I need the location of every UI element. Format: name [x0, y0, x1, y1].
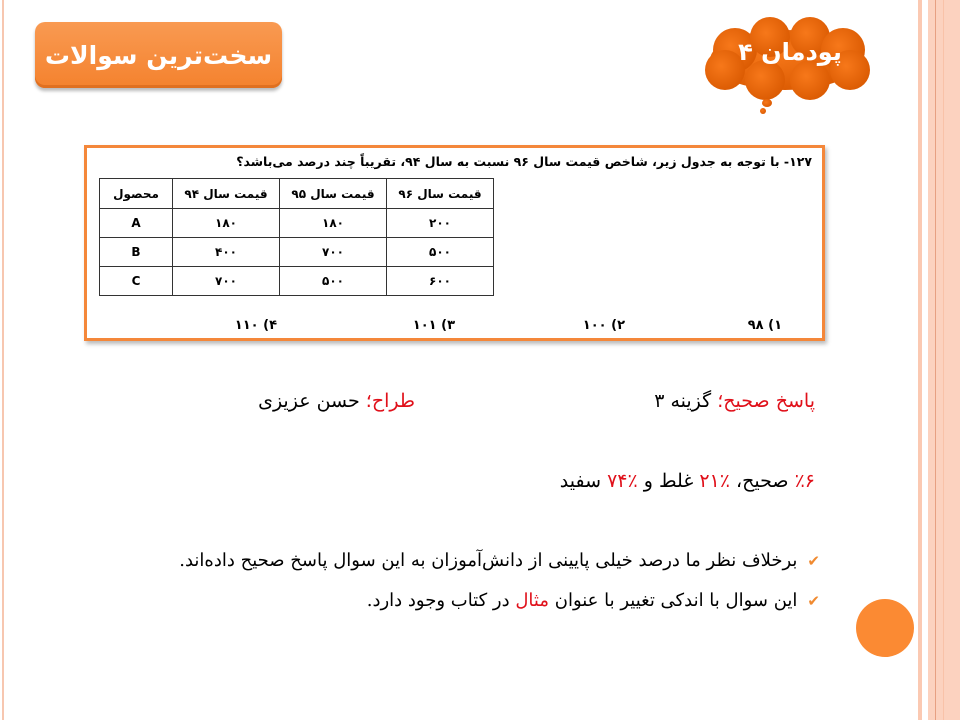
cell: ۷۰۰ [173, 267, 280, 296]
cell: ۴۰۰ [173, 238, 280, 267]
table-row [100, 238, 494, 267]
note-text: برخلاف نظر ما درصد خیلی پایینی از دانش‌آموزان به این سوال پاسخ صحیح داده‌اند. [179, 550, 798, 571]
cell: ۶۰۰ [387, 267, 494, 296]
cell: C [100, 267, 173, 296]
header-cell: قیمت سال ۹۴ [173, 179, 280, 209]
question-box [84, 145, 825, 341]
note-text: در کتاب وجود دارد. [366, 590, 510, 611]
stat-blank-label: سفید [559, 470, 602, 492]
correct-answer [654, 390, 815, 412]
correct-answer-value: گزینه ۳ [654, 390, 712, 412]
header-cell: قیمت سال ۹۵ [280, 179, 387, 209]
note-highlight: مثال [515, 590, 549, 611]
right-border-band [928, 0, 960, 720]
note-item [367, 590, 820, 611]
option-2: ۲) ۱۰۰ [582, 318, 625, 333]
note-text: این سوال با اندکی تغییر با عنوان [554, 590, 798, 611]
answer-stats [560, 470, 815, 492]
decorative-circle [856, 599, 914, 657]
stat-wrong-label: غلط و [643, 470, 694, 492]
designer-name: حسن عزیزی [258, 390, 360, 412]
note-item [179, 550, 820, 571]
stat-correct: ٪۶ [794, 470, 815, 492]
price-table [99, 178, 494, 296]
module-label: پودمان ۴ [738, 38, 842, 66]
cell: ۵۰۰ [387, 238, 494, 267]
option-4: ۴) ۱۱۰ [234, 318, 277, 333]
checkmark-icon: ✔ [807, 552, 820, 570]
designer [258, 390, 415, 412]
cell: ۱۸۰ [173, 209, 280, 238]
cell: ۱۸۰ [280, 209, 387, 238]
designer-label: طراح؛ [365, 390, 415, 412]
cell: ۵۰۰ [280, 267, 387, 296]
option-1: ۱) ۹۸ [747, 318, 782, 333]
question-text: ۱۲۷- با توجه به جدول زیر، شاخص قیمت سال ۹۶ نسبت به سال ۹۴، تقریباً چند درصد می‌باشد؟ [236, 154, 812, 169]
table-header-row [100, 179, 494, 209]
right-border [918, 0, 922, 720]
header-cell: محصول [100, 179, 173, 209]
stat-wrong: ٪۲۱ [699, 470, 730, 492]
header-cell: قیمت سال ۹۶ [387, 179, 494, 209]
cell: ۷۰۰ [280, 238, 387, 267]
cell: A [100, 209, 173, 238]
table-row [100, 267, 494, 296]
cell: B [100, 238, 173, 267]
correct-answer-label: پاسخ صحیح؛ [717, 390, 815, 412]
right-border-line [935, 0, 936, 720]
right-border-line [943, 0, 944, 720]
option-3: ۳) ۱۰۱ [412, 318, 455, 333]
stat-correct-label: صحیح، [736, 470, 789, 492]
cell: ۲۰۰ [387, 209, 494, 238]
left-border [2, 0, 4, 720]
stat-blank: ٪۷۴ [607, 470, 638, 492]
table-row [100, 209, 494, 238]
slide-title: سخت‌ترین سوالات [35, 22, 282, 88]
checkmark-icon: ✔ [807, 592, 820, 610]
